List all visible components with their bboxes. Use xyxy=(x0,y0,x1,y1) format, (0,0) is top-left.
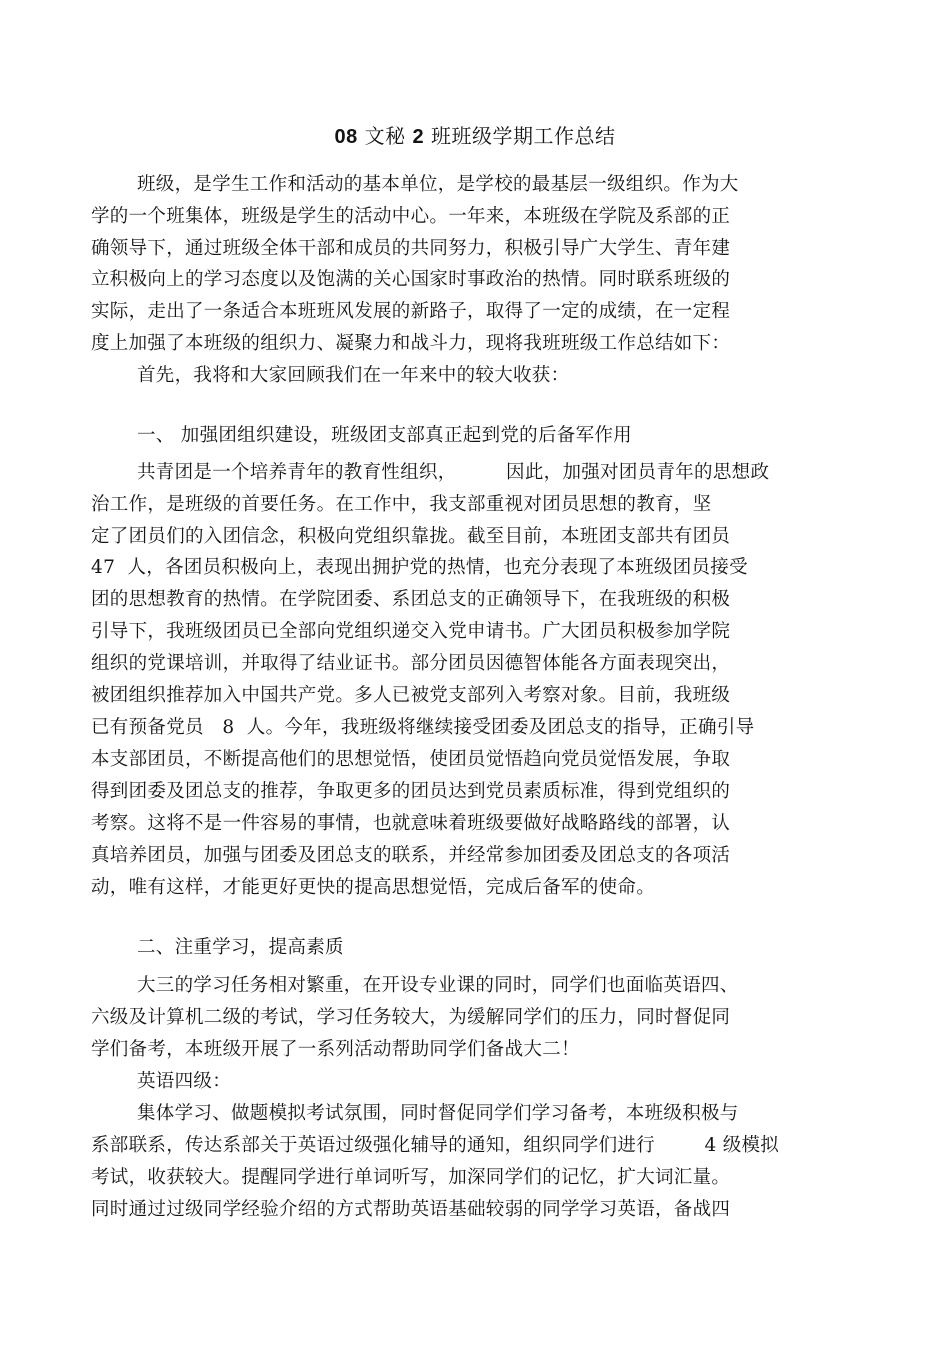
paragraph-line: 组织的党课培训，并取得了结业证书。部分团员因德智体能各方面表现突出， xyxy=(91,653,731,674)
paragraph-line: 确领导下，通过班级全体干部和成员的共同努力，积极引导广大学生、青年建 xyxy=(91,238,731,259)
paragraph-line: 考察。这将不是一件容易的事情，也就意味着班级要做好战略路线的部署，认 xyxy=(91,813,731,834)
paragraph-line: 治工作，是班级的首要任务。在工作中，我支部重视对团员思想的教育，坚 xyxy=(91,494,712,515)
paragraph-line: 首先，我将和大家回顾我们在一年来中的较大收获： xyxy=(137,365,570,386)
paragraph-line: 实际，走出了一条适合本班班风发展的新路子，取得了一定的成绩，在一定程 xyxy=(91,301,731,322)
paragraph-line: 集体学习、做题模拟考试氛围，同时督促同学们学习备考，本班级积极与 xyxy=(137,1103,739,1124)
paragraph-line: 得到团委及团总支的推荐，争取更多的团员达到党员素质标准，得到党组织的 xyxy=(91,781,731,802)
paragraph-line: 团的思想教育的热情。在学院团委、系团总支的正确领导下，在我班级的积极 xyxy=(91,589,731,610)
paragraph-line: 六级及计算机二级的考试，学习任务较大，为缓解同学们的压力，同时督促同 xyxy=(91,1007,731,1028)
title-class-number: 08 xyxy=(334,126,358,148)
paragraph-line: 被团组织推荐加入中国共产党。多人已被党支部列入考察对象。目前，我班级 xyxy=(91,685,731,706)
paragraph-line: 考试，收获较大。提醒同学进行单词听写，加深同学们的记忆，扩大词汇量。 xyxy=(91,1167,731,1188)
paragraph-line: 学的一个班集体，班级是学生的活动中心。一年来，本班级在学院及系部的正 xyxy=(91,206,731,227)
section-heading: 一、 加强团组织建设，班级团支部真正起到党的后备军作用 xyxy=(137,425,632,446)
paragraph-line: 班级，是学生工作和活动的基本单位，是学校的最基层一级组织。作为大 xyxy=(137,174,739,195)
document-title xyxy=(0,120,950,149)
paragraph-line: 47 人，各团员积极向上，表现出拥护党的热情，也充分表现了本班级团员接受 xyxy=(91,557,748,578)
paragraph-line: 度上加强了本班级的组织力、凝聚力和战斗力，现将我班班级工作总结如下： xyxy=(91,333,731,354)
title-rest: 班班级学期工作总结 xyxy=(424,124,616,148)
paragraph-line: 本支部团员，不断提高他们的思想觉悟，使团员觉悟趋向党员觉悟发展，争取 xyxy=(91,749,731,770)
paragraph-line: 真培养团员，加强与团委及团总支的联系，并经常参加团委及团总支的各项活 xyxy=(91,845,731,866)
paragraph-line: 共青团是一个培养青年的教育性组织， 因此，加强对团员青年的思想政 xyxy=(137,462,770,483)
paragraph-line: 定了团员们的入团信念，积极向党组织靠拢。截至目前，本班团支部共有团员 xyxy=(91,526,731,547)
title-major: 文秘 xyxy=(357,124,413,148)
title-class-index: 2 xyxy=(412,126,425,148)
paragraph-line: 学们备考，本班级开展了一系列活动帮助同学们备战大二！ xyxy=(91,1039,580,1060)
subheading-line: 英语四级： xyxy=(137,1071,232,1092)
paragraph-line: 同时通过过级同学经验介绍的方式帮助英语基础较弱的同学学习英语，备战四 xyxy=(91,1199,731,1220)
paragraph-line: 已有预备党员 8 人。今年，我班级将继续接受团委及团总支的指导，正确引导 xyxy=(91,717,755,738)
paragraph-line: 系部联系，传达系部关于英语过级强化辅导的通知，组织同学们进行 4 级模拟 xyxy=(91,1135,780,1156)
paragraph-line: 立积极向上的学习态度以及饱满的关心国家时事政治的热情。同时联系班级的 xyxy=(91,269,731,290)
section-heading: 二、注重学习，提高素质 xyxy=(137,937,344,958)
paragraph-line: 动，唯有这样，才能更好更快的提高思想觉悟，完成后备军的使命。 xyxy=(91,877,656,898)
paragraph-line: 大三的学习任务相对繁重，在开设专业课的同时，同学们也面临英语四、 xyxy=(137,975,739,996)
paragraph-line: 引导下，我班级团员已全部向党组织递交入党申请书。广大团员积极参加学院 xyxy=(91,621,731,642)
